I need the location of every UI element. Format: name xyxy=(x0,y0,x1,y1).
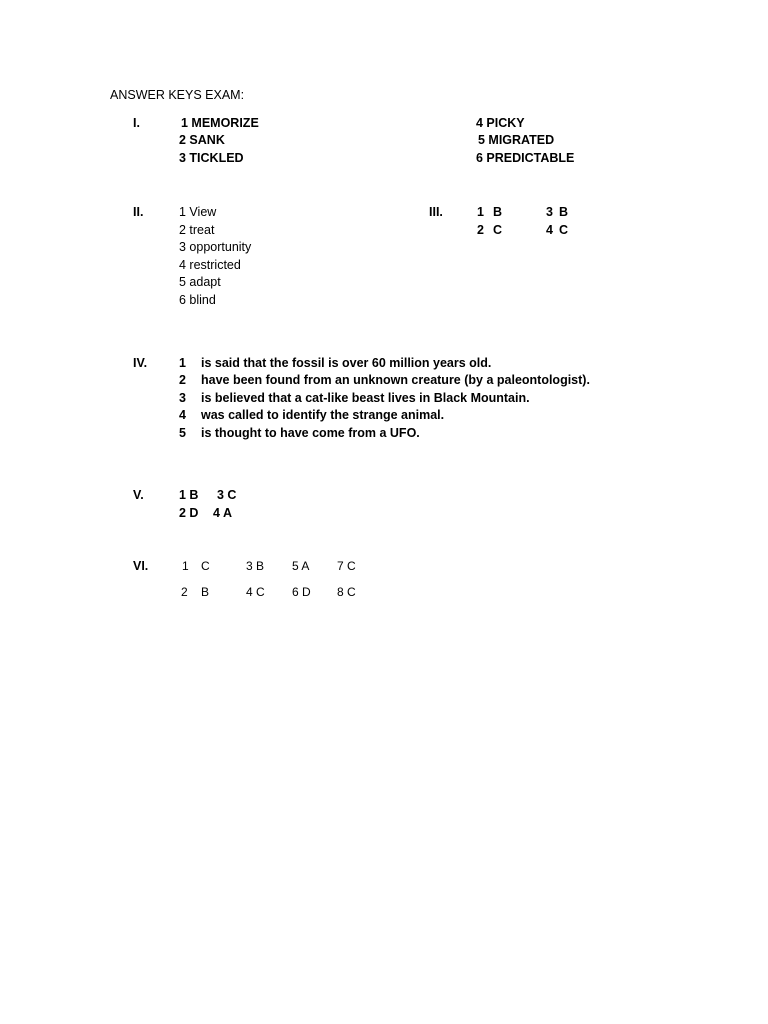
section-4-item-4-number: 4 xyxy=(179,408,186,422)
section-6-numeral: VI. xyxy=(133,559,149,573)
section-3-r1-ans1: B xyxy=(493,205,503,219)
section-4-item-2-number: 2 xyxy=(179,373,186,387)
section-1-numeral: I. xyxy=(133,116,140,130)
section-4-numeral: IV. xyxy=(133,356,148,370)
section-4-item-4-text: was called to identify the strange animal. xyxy=(201,408,445,422)
section-1-answer-4: 4 PICKY xyxy=(476,116,525,130)
section-4-item-1-text: is said that the fossil is over 60 million years old. xyxy=(201,356,492,370)
section-6-r2-c2: 4 C xyxy=(246,585,265,599)
section-3-r1-ans2: B xyxy=(559,205,569,219)
page-title: ANSWER KEYS EXAM: xyxy=(110,88,245,102)
section-3-r2-num2: 4 xyxy=(546,223,553,237)
section-6-r2-num1: 2 xyxy=(181,585,188,599)
section-2-answer-1: 1 View xyxy=(179,205,217,219)
section-4-item-2-text: have been found from an unknown creature (by a paleontologist). xyxy=(201,373,590,387)
section-4-item-1-number: 1 xyxy=(179,356,186,370)
section-6-r1-c4: 7 C xyxy=(337,559,356,573)
section-6-r1-num1: 1 xyxy=(182,559,189,573)
section-2-answer-6: 6 blind xyxy=(179,293,216,307)
section-5-r2-b: 4 A xyxy=(213,506,232,520)
section-3-r2-ans2: C xyxy=(559,223,569,237)
section-1-answer-5: 5 MIGRATED xyxy=(478,133,555,147)
section-4-item-3-number: 3 xyxy=(179,391,186,405)
section-6-r1-c2: 3 B xyxy=(246,559,265,573)
section-1-answer-3: 3 TICKLED xyxy=(179,151,244,165)
section-6-r2-c3: 6 D xyxy=(292,585,311,599)
section-4-item-5-text: is thought to have come from a UFO. xyxy=(201,426,420,440)
section-3-numeral: III. xyxy=(429,205,443,219)
section-5-numeral: V. xyxy=(133,488,144,502)
section-2-answer-4: 4 restricted xyxy=(179,258,241,272)
section-4-item-5-number: 5 xyxy=(179,426,186,440)
section-3-r1-num2: 3 xyxy=(546,205,553,219)
section-5-r1-b: 3 C xyxy=(217,488,237,502)
section-3-r1-num1: 1 xyxy=(477,205,484,219)
section-2-answer-5: 5 adapt xyxy=(179,275,221,289)
section-1-answer-1: 1 MEMORIZE xyxy=(181,116,259,130)
section-1-answer-6: 6 PREDICTABLE xyxy=(476,151,575,165)
section-5-r1-a: 1 B xyxy=(179,488,199,502)
section-2-answer-2: 2 treat xyxy=(179,223,215,237)
section-4-item-3-text: is believed that a cat-like beast lives in Black Mountain. xyxy=(201,391,530,405)
section-2-numeral: II. xyxy=(133,205,144,219)
section-6-r2-ans1: B xyxy=(201,585,210,599)
section-6-r2-c4: 8 C xyxy=(337,585,356,599)
section-6-r1-c3: 5 A xyxy=(292,559,310,573)
section-5-r2-a: 2 D xyxy=(179,506,199,520)
section-2-answer-3: 3 opportunity xyxy=(179,240,252,254)
section-3-r2-ans1: C xyxy=(493,223,503,237)
section-3-r2-num1: 2 xyxy=(477,223,484,237)
section-1-answer-2: 2 SANK xyxy=(179,133,225,147)
section-6-r1-ans1: C xyxy=(201,559,210,573)
